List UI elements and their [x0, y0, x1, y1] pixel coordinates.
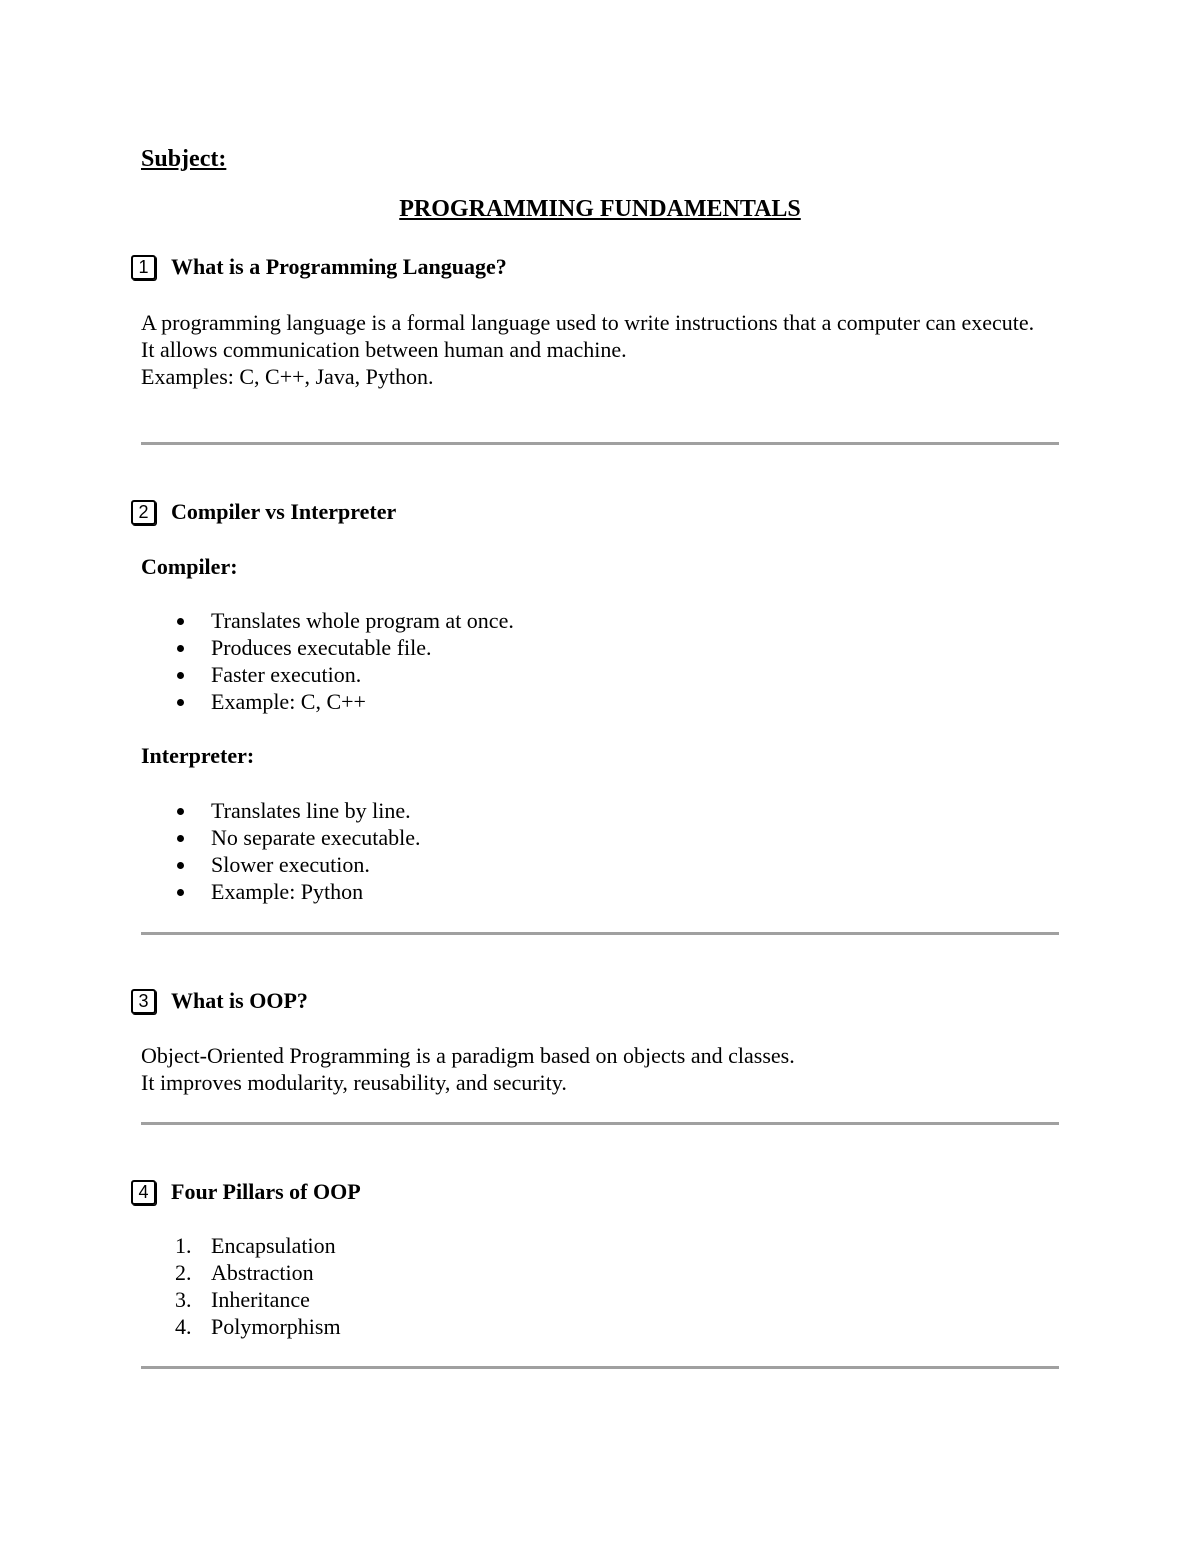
section-title: What is OOP?: [171, 988, 308, 1013]
list-item: Translates line by line.: [141, 797, 421, 824]
section-3-body: [141, 1042, 1061, 1096]
pillars-list: [141, 1232, 341, 1340]
section-1-heading: [131, 253, 507, 281]
section-divider: [141, 1366, 1059, 1369]
list-number: 2.: [175, 1260, 192, 1285]
bullet-icon: [177, 808, 184, 815]
list-item: 2. Abstraction: [175, 1260, 314, 1285]
list-item: Faster execution.: [141, 661, 514, 688]
interpreter-list: [141, 797, 421, 905]
bullet-icon: [177, 862, 184, 869]
section-divider: [141, 1122, 1059, 1125]
paragraph-line: Object-Oriented Programming is a paradigm based on objects and classes.: [141, 1043, 795, 1068]
list-item: Produces executable file.: [141, 634, 514, 661]
list-item: No separate executable.: [141, 824, 421, 851]
section-number-badge: 3: [131, 989, 156, 1014]
section-number-badge: 1: [131, 255, 156, 280]
interpreter-heading: Interpreter:: [141, 743, 255, 768]
bullet-icon: [177, 889, 184, 896]
subject-label: Subject:: [141, 146, 227, 172]
list-item: Slower execution.: [141, 851, 421, 878]
bullet-icon: [177, 645, 184, 652]
section-title: Compiler vs Interpreter: [171, 499, 397, 524]
section-title: What is a Programming Language?: [171, 254, 507, 279]
paragraph-line: It improves modularity, reusability, and security.: [141, 1070, 567, 1095]
section-number-badge: 2: [131, 500, 156, 525]
bullet-icon: [177, 835, 184, 842]
paragraph-line: A programming language is a formal language used to write instructions that a computer can execute.: [141, 310, 1035, 335]
document-title: PROGRAMMING FUNDAMENTALS: [399, 196, 801, 222]
section-title: Four Pillars of OOP: [171, 1179, 361, 1204]
section-2-heading: [131, 498, 396, 526]
list-number: 3.: [175, 1287, 192, 1312]
compiler-heading: Compiler:: [141, 554, 238, 579]
list-item: 3. Inheritance: [175, 1287, 310, 1312]
bullet-icon: [177, 618, 184, 625]
paragraph-line: It allows communication between human and machine.: [141, 337, 627, 362]
section-number-badge: 4: [131, 1180, 156, 1205]
list-number: 4.: [175, 1314, 192, 1339]
list-item: Example: Python: [141, 878, 421, 905]
bullet-icon: [177, 672, 184, 679]
bullet-icon: [177, 699, 184, 706]
section-4-heading: [131, 1178, 361, 1206]
paragraph-line: Examples: C, C++, Java, Python.: [141, 364, 434, 389]
section-divider: [141, 932, 1059, 935]
list-item: 4. Polymorphism: [175, 1314, 341, 1339]
list-item: Example: C, C++: [141, 688, 514, 715]
compiler-list: [141, 607, 514, 715]
list-item: Translates whole program at once.: [141, 607, 514, 634]
section-divider: [141, 442, 1059, 445]
list-number: 1.: [175, 1233, 192, 1258]
list-item: 1. Encapsulation: [175, 1233, 336, 1258]
section-1-body: [141, 309, 1061, 390]
section-3-heading: [131, 987, 308, 1015]
